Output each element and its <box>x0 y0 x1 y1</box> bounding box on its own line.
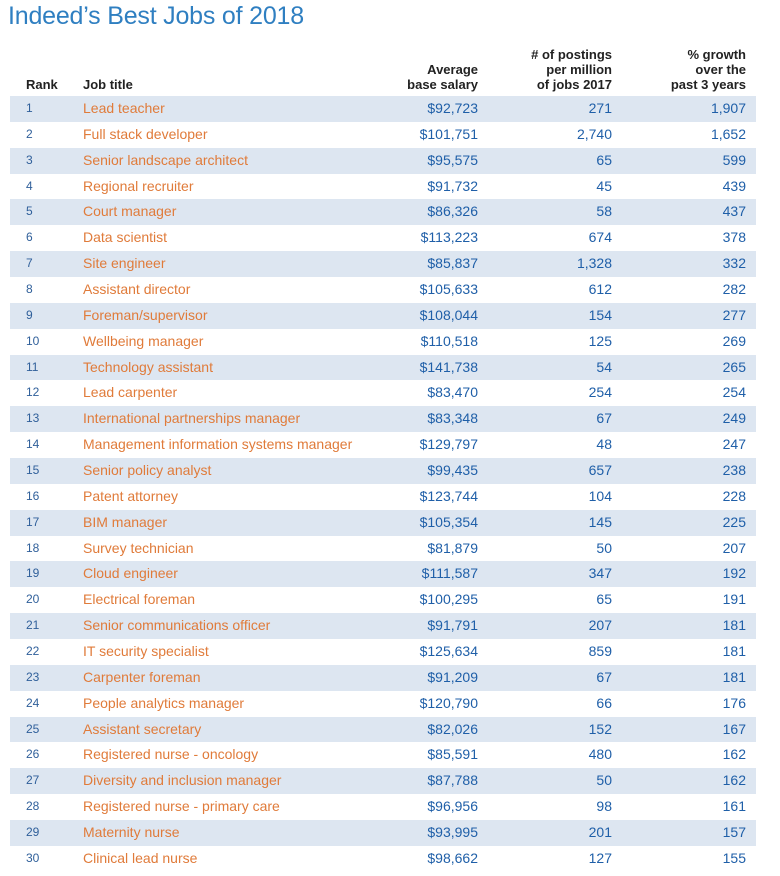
rank-cell: 28 <box>26 799 40 814</box>
job-title-cell: Senior policy analyst <box>83 462 212 479</box>
job-title-cell: IT security specialist <box>83 643 209 660</box>
postings-cell: 50 <box>596 539 612 556</box>
rank-cell: 6 <box>26 230 33 245</box>
growth-cell: 192 <box>722 565 746 582</box>
table-row <box>10 794 756 820</box>
postings-cell: 859 <box>588 643 612 660</box>
header-job-title: Job title <box>83 77 133 92</box>
table-row <box>10 122 756 148</box>
job-title-cell: Lead teacher <box>83 100 165 116</box>
rank-cell: 11 <box>26 359 39 374</box>
job-title-cell: BIM manager <box>83 513 168 530</box>
salary-cell: $82,026 <box>427 720 478 737</box>
job-title-cell: Senior landscape architect <box>83 151 248 168</box>
postings-cell: 50 <box>596 772 612 789</box>
rank-cell: 25 <box>26 721 40 736</box>
job-title-cell: Court manager <box>83 203 177 220</box>
growth-cell: 254 <box>722 384 746 401</box>
job-title-cell: Technology assistant <box>83 358 213 375</box>
rank-cell: 19 <box>26 566 40 581</box>
job-title-cell: Electrical foreman <box>83 591 196 608</box>
growth-cell: 162 <box>722 746 746 763</box>
best-jobs-table <box>10 44 756 872</box>
table-row <box>10 665 756 691</box>
growth-cell: 238 <box>722 462 746 479</box>
header-growth-line2: over the <box>695 62 746 77</box>
salary-cell: $91,209 <box>427 668 478 685</box>
growth-cell: 207 <box>722 539 746 556</box>
postings-cell: 67 <box>596 410 612 427</box>
postings-cell: 207 <box>588 617 612 634</box>
salary-cell: $100,295 <box>419 591 478 608</box>
postings-cell: 674 <box>588 229 612 246</box>
growth-cell: 282 <box>722 281 746 298</box>
growth-cell: 1,652 <box>710 125 746 142</box>
salary-cell: $99,435 <box>427 462 478 479</box>
postings-cell: 104 <box>588 487 612 504</box>
header-salary <box>338 62 478 92</box>
rank-cell: 26 <box>26 747 40 762</box>
table-row <box>10 406 756 432</box>
header-growth-line3: past 3 years <box>670 77 746 92</box>
table-row <box>10 742 756 768</box>
job-title-cell: Diversity and inclusion manager <box>83 772 282 789</box>
salary-cell: $111,587 <box>421 565 478 582</box>
table-row <box>10 820 756 846</box>
postings-cell: 145 <box>588 513 612 530</box>
table-row <box>10 251 756 277</box>
salary-cell: $83,348 <box>427 410 478 427</box>
rank-cell: 13 <box>26 411 40 426</box>
rank-cell: 1 <box>26 101 33 115</box>
rank-cell: 22 <box>26 644 40 659</box>
job-title-cell: Senior communications officer <box>83 617 271 634</box>
postings-cell: 127 <box>588 849 612 866</box>
growth-cell: 277 <box>722 306 746 323</box>
postings-cell: 65 <box>596 151 612 168</box>
growth-cell: 157 <box>722 824 746 841</box>
salary-cell: $98,662 <box>427 849 478 866</box>
rank-cell: 17 <box>26 514 40 529</box>
job-title-cell: Regional recruiter <box>83 177 194 194</box>
table-header <box>10 44 756 96</box>
growth-cell: 225 <box>722 513 746 530</box>
postings-cell: 125 <box>588 332 612 349</box>
rank-cell: 14 <box>26 437 40 452</box>
job-title-cell: Wellbeing manager <box>83 332 204 349</box>
job-title-cell: Clinical lead nurse <box>83 849 198 866</box>
table-row <box>10 277 756 303</box>
salary-cell: $85,591 <box>427 746 478 763</box>
postings-cell: 271 <box>588 100 612 116</box>
salary-cell: $101,751 <box>419 125 478 142</box>
salary-cell: $123,744 <box>419 487 478 504</box>
rank-cell: 24 <box>26 695 40 710</box>
table-body <box>10 96 756 872</box>
rank-cell: 7 <box>26 256 33 271</box>
salary-cell: $92,723 <box>427 100 478 116</box>
table-row <box>10 484 756 510</box>
rank-cell: 27 <box>26 773 40 788</box>
growth-cell: 155 <box>722 849 746 866</box>
header-postings-line2: per million <box>546 62 612 77</box>
postings-cell: 54 <box>596 358 612 375</box>
table-row <box>10 432 756 458</box>
salary-cell: $125,634 <box>419 643 478 660</box>
table-row <box>10 846 756 872</box>
growth-cell: 162 <box>722 772 746 789</box>
table-row <box>10 536 756 562</box>
header-postings-line1: # of postings <box>531 47 612 62</box>
postings-cell: 45 <box>596 177 612 194</box>
table-row <box>10 691 756 717</box>
rank-cell: 4 <box>26 178 33 193</box>
rank-cell: 5 <box>26 204 33 219</box>
table-row <box>10 510 756 536</box>
rank-cell: 23 <box>26 669 40 684</box>
rank-cell: 21 <box>26 618 40 633</box>
growth-cell: 228 <box>722 487 746 504</box>
job-title-cell: Maternity nurse <box>83 824 180 841</box>
table-row <box>10 380 756 406</box>
header-salary-line2: base salary <box>407 77 478 92</box>
job-title-cell: Cloud engineer <box>83 565 178 582</box>
salary-cell: $129,797 <box>419 436 478 453</box>
table-row <box>10 561 756 587</box>
job-title-cell: Data scientist <box>83 229 168 246</box>
job-title-cell: Registered nurse - primary care <box>83 798 280 815</box>
job-title-cell: Site engineer <box>83 255 166 272</box>
table-row <box>10 768 756 794</box>
table-row <box>10 355 756 381</box>
table-row <box>10 174 756 200</box>
growth-cell: 1,907 <box>710 100 746 116</box>
salary-cell: $91,791 <box>427 617 478 634</box>
header-salary-line1: Average <box>427 62 478 77</box>
growth-cell: 181 <box>722 668 746 685</box>
postings-cell: 67 <box>596 668 612 685</box>
salary-cell: $120,790 <box>419 694 478 711</box>
rank-cell: 3 <box>26 152 33 167</box>
postings-cell: 612 <box>588 281 612 298</box>
table-row <box>10 199 756 225</box>
postings-cell: 98 <box>596 798 612 815</box>
salary-cell: $141,738 <box>419 358 478 375</box>
job-title-cell: Assistant secretary <box>83 720 202 737</box>
salary-cell: $95,575 <box>427 151 478 168</box>
salary-cell: $83,470 <box>427 384 478 401</box>
rank-cell: 29 <box>26 825 40 840</box>
header-postings <box>482 47 612 92</box>
salary-cell: $105,354 <box>419 513 478 530</box>
postings-cell: 152 <box>588 720 612 737</box>
postings-cell: 657 <box>588 462 612 479</box>
job-title-cell: Management information systems manager <box>83 436 353 453</box>
salary-cell: $91,732 <box>427 177 478 194</box>
job-title-cell: Survey technician <box>83 539 194 556</box>
postings-cell: 2,740 <box>576 125 612 142</box>
header-growth <box>616 47 746 92</box>
growth-cell: 439 <box>722 177 746 194</box>
table-row <box>10 613 756 639</box>
rank-cell: 9 <box>26 307 33 322</box>
salary-cell: $93,995 <box>427 824 478 841</box>
table-row <box>10 458 756 484</box>
growth-cell: 191 <box>722 591 746 608</box>
job-title-cell: International partnerships manager <box>83 410 301 427</box>
salary-cell: $110,518 <box>420 332 478 349</box>
postings-cell: 65 <box>596 591 612 608</box>
table-row <box>10 587 756 613</box>
growth-cell: 265 <box>722 358 746 375</box>
job-title-cell: Carpenter foreman <box>83 668 201 685</box>
rank-cell: 20 <box>26 592 40 607</box>
growth-cell: 161 <box>722 798 746 815</box>
postings-cell: 480 <box>588 746 612 763</box>
salary-cell: $108,044 <box>419 306 478 323</box>
salary-cell: $81,879 <box>427 539 478 556</box>
growth-cell: 176 <box>722 694 746 711</box>
job-title-cell: Foreman/supervisor <box>83 306 208 323</box>
salary-cell: $96,956 <box>427 798 478 815</box>
header-rank: Rank <box>26 77 58 92</box>
table-row <box>10 225 756 251</box>
job-title-cell: Full stack developer <box>83 125 208 142</box>
rank-cell: 16 <box>26 488 40 503</box>
growth-cell: 378 <box>722 229 746 246</box>
postings-cell: 66 <box>596 694 612 711</box>
job-title-cell: Lead carpenter <box>83 384 178 401</box>
rank-cell: 10 <box>26 333 40 348</box>
growth-cell: 269 <box>722 332 746 349</box>
table-row <box>10 717 756 743</box>
postings-cell: 48 <box>596 436 612 453</box>
postings-cell: 347 <box>588 565 612 582</box>
postings-cell: 154 <box>588 306 612 323</box>
rank-cell: 15 <box>26 463 40 478</box>
job-title-cell: Registered nurse - oncology <box>83 746 259 763</box>
postings-cell: 58 <box>596 203 612 220</box>
table-row <box>10 329 756 355</box>
header-postings-line3: of jobs 2017 <box>536 77 612 92</box>
job-title-cell: Patent attorney <box>83 487 178 504</box>
table-row <box>10 148 756 174</box>
salary-cell: $85,837 <box>427 255 478 272</box>
page-title: Indeed’s Best Jobs of 2018 <box>8 2 304 30</box>
growth-cell: 181 <box>722 617 746 634</box>
growth-cell: 167 <box>722 720 746 737</box>
growth-cell: 249 <box>722 410 746 427</box>
postings-cell: 201 <box>588 824 612 841</box>
salary-cell: $86,326 <box>427 203 478 220</box>
rank-cell: 12 <box>26 385 40 400</box>
table-row <box>10 639 756 665</box>
header-growth-line1: % growth <box>687 47 746 62</box>
growth-cell: 247 <box>722 436 746 453</box>
rank-cell: 8 <box>26 282 33 297</box>
growth-cell: 181 <box>722 643 746 660</box>
salary-cell: $105,633 <box>419 281 478 298</box>
salary-cell: $113,223 <box>420 229 478 246</box>
job-title-cell: Assistant director <box>83 281 191 298</box>
rank-cell: 2 <box>26 126 33 141</box>
table-row <box>10 303 756 329</box>
growth-cell: 437 <box>722 203 746 220</box>
salary-cell: $87,788 <box>427 772 478 789</box>
postings-cell: 254 <box>588 384 612 401</box>
rank-cell: 30 <box>26 850 40 865</box>
postings-cell: 1,328 <box>576 255 612 272</box>
growth-cell: 332 <box>722 255 746 272</box>
job-title-cell: People analytics manager <box>83 694 245 711</box>
table-row <box>10 96 756 122</box>
growth-cell: 599 <box>722 151 746 168</box>
rank-cell: 18 <box>26 540 40 555</box>
